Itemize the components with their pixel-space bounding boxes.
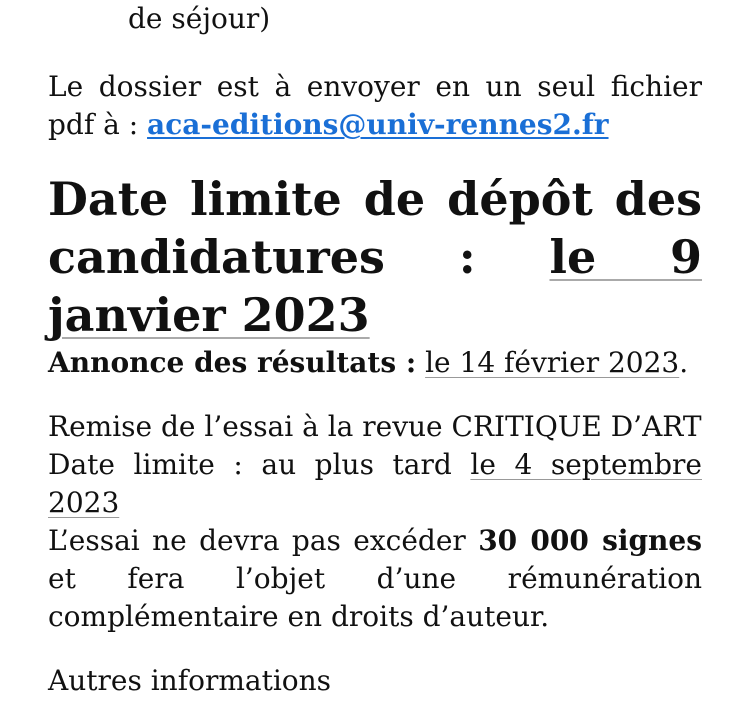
results-date: le 14 février 2023 xyxy=(425,346,680,379)
results-period: . xyxy=(679,346,689,379)
deadline-heading xyxy=(48,170,702,344)
essay-length-bold: 30 000 signes xyxy=(478,524,702,557)
dossier-paragraph xyxy=(48,68,702,144)
essay-length-post: et fera l’objet d’une rémunération complémentaire en droits d’auteur. xyxy=(48,562,702,633)
results-label: Annonce des résultats : xyxy=(48,346,417,379)
deadline-date: le 9 janvier 2023 xyxy=(48,230,703,342)
document-page xyxy=(48,0,702,700)
deadline-label: Date limite de dépôt des candidatures : xyxy=(48,172,702,284)
essay-line-1: Remise de l’essai à la revue CRITIQUE D’ART xyxy=(48,410,702,443)
results-line xyxy=(48,344,702,382)
footer-cut-line xyxy=(48,662,702,700)
essay-length-pre: L’essai ne devra pas excéder xyxy=(48,524,479,557)
footer-cut-text: Autres informations xyxy=(48,664,332,697)
dossier-text: Le dossier est à envoyer en un seul fichier pdf à : xyxy=(48,70,702,141)
bullet-line-2: de séjour) xyxy=(128,2,271,35)
bullet-text xyxy=(128,0,702,38)
essay-limit-date: le 4 septembre 2023 xyxy=(48,448,702,519)
essay-paragraph xyxy=(48,408,702,636)
bullet-item-budget xyxy=(48,0,702,38)
email-link[interactable]: aca-editions@univ-rennes2.fr xyxy=(147,108,609,141)
essay-limit-label: Date limite : au plus tard xyxy=(48,448,471,481)
